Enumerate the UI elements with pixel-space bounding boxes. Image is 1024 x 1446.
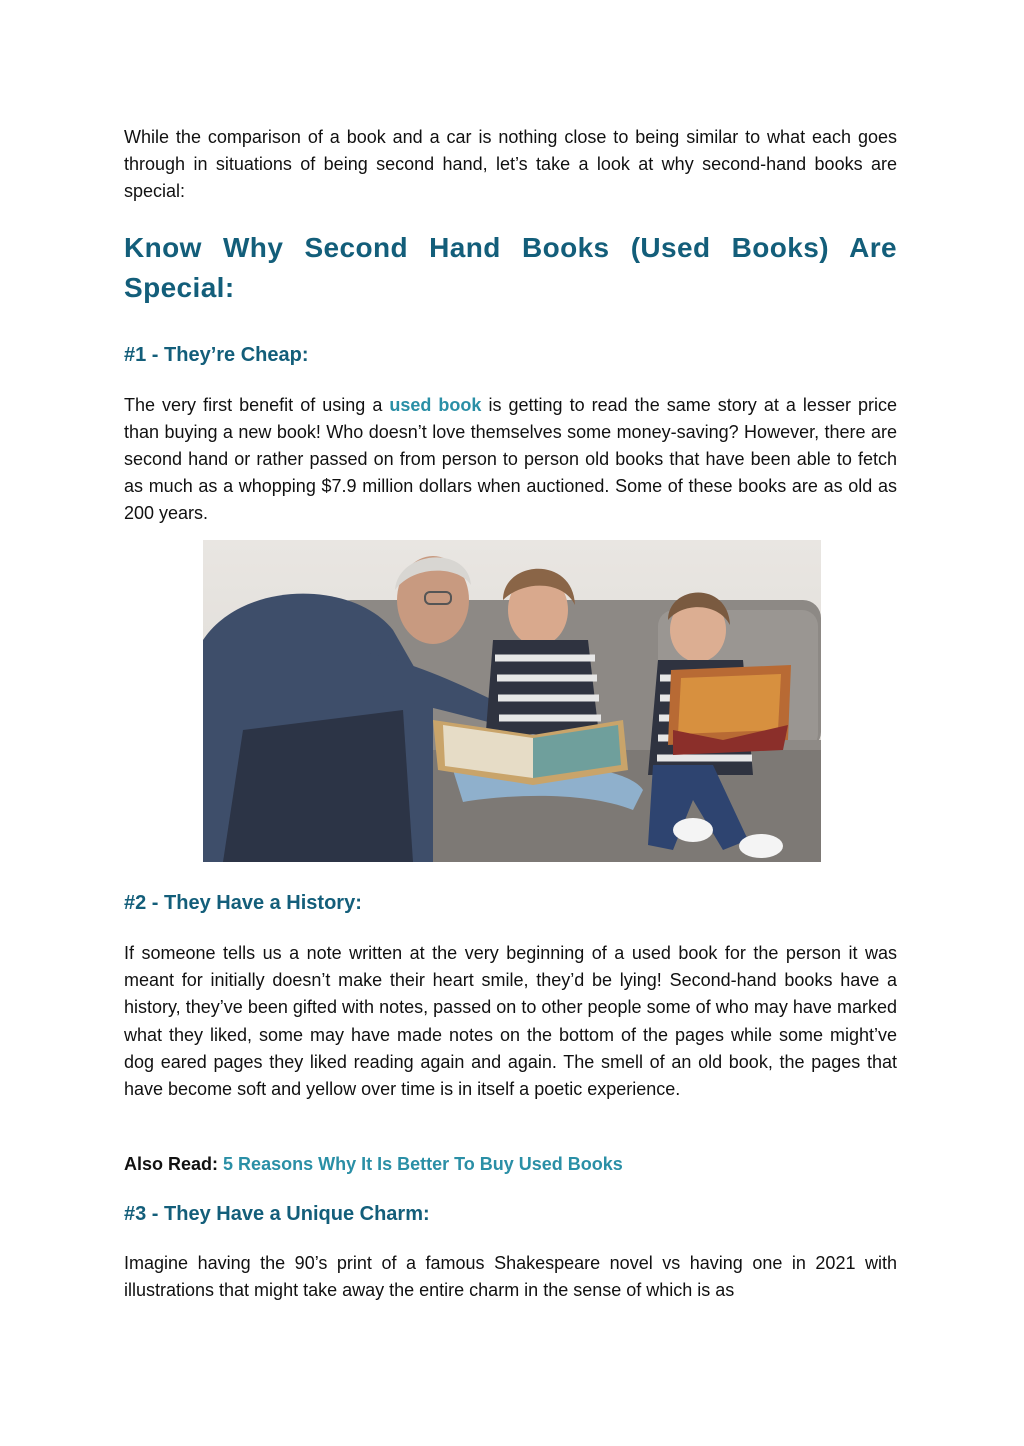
section1-paragraph: [124, 392, 897, 528]
also-read-link[interactable]: 5 Reasons Why It Is Better To Buy Used Books: [223, 1154, 623, 1174]
used-book-link[interactable]: used book: [389, 394, 482, 415]
document-page: [124, 124, 897, 528]
section2-paragraph: If someone tells us a note written at the very beginning of a used book for the person it was meant for initially doesn’t make their heart smile, they’d be lying! Second-hand books have a history, they’ve been gifted with notes, passed on to other people some of who may have marked what they liked, some may have made notes on the bottom of the pages while some might’ve dog eared pages they liked reading again and again. The smell of an old book, the pages that have become soft and yellow over time is in itself a poetic experience.: [124, 943, 897, 1100]
section1-heading: #1 - They’re Cheap:: [124, 343, 309, 366]
section3-paragraph: Imagine having the 90’s print of a famous Shakespeare novel vs having one in 2021 with illustrations that might take away the entire charm in the sense of which is as: [124, 1253, 897, 1301]
family-reading-illustration: [203, 540, 821, 862]
section3-heading: #3 - They Have a Unique Charm:: [124, 1203, 430, 1225]
section1-text-after-link: is getting to read the same story at a lesser price than buying a new book! Who doesn’t love themselves some money-saving? However, there are second hand or rather passed on from person to person old books that have been able to fetch as much as a whopping $7.9 million dollars when auctioned. Some of these books are as old as 200 years.: [124, 394, 897, 524]
family-reading-photo: [203, 540, 821, 862]
main-heading: Know Why Second Hand Books (Used Books) Are Special:: [124, 231, 897, 303]
also-read-label: Also Read:: [124, 1154, 219, 1174]
section2-heading: #2 - They Have a History:: [124, 892, 362, 914]
also-read-line: [124, 1151, 897, 1177]
intro-paragraph: While the comparison of a book and a car is nothing close to being similar to what each goes through in situations of being second hand, let’s take a look at why second-hand books are special:: [124, 127, 897, 202]
section1-text-before-link: The very first benefit of using a: [124, 394, 390, 415]
